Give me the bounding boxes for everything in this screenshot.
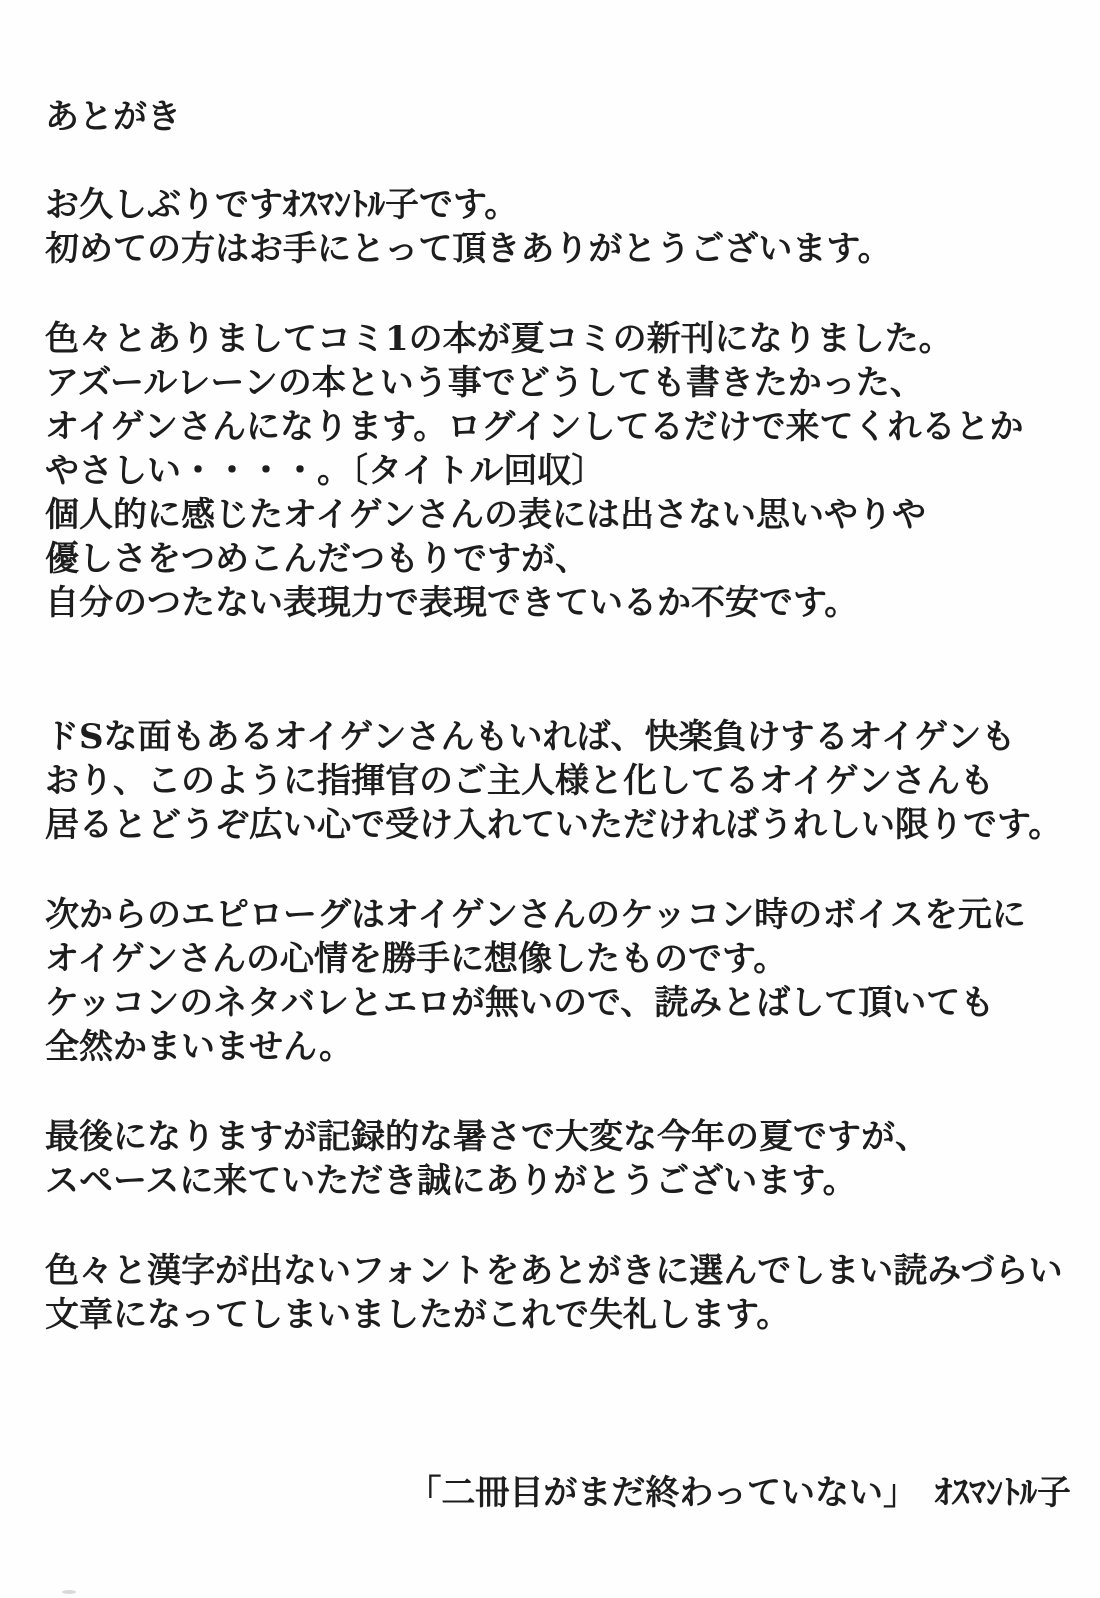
text-line: 全然かまいません。 bbox=[45, 1027, 354, 1067]
scan-artifact bbox=[62, 1590, 76, 1594]
text-line: ドSな面もあるオイゲンさんもいれば、快楽負けするオイゲンも bbox=[45, 717, 1016, 757]
text-line: 色々とありましてコミ1の本が夏コミの新刊になりました。 bbox=[45, 319, 953, 359]
text-line: 個人的に感じたオイゲンさんの表には出さない思いやりや bbox=[45, 495, 926, 535]
text-line: 自分のつたない表現力で表現できているか不安です。 bbox=[45, 583, 859, 623]
text-line: 優しさをつめこんだつもりですが、 bbox=[45, 539, 589, 579]
text-line: 最後になりますが記録的な暑さで大変な今年の夏ですが、 bbox=[45, 1117, 929, 1157]
text-line: 次からのエピローグはオイゲンさんのケッコン時のボイスを元に bbox=[45, 895, 1026, 935]
text-line: おり、このように指揮官のご主人様と化してるオイゲンさんも bbox=[45, 761, 994, 801]
text-line: スペースに来ていただき誠にありがとうございます。 bbox=[45, 1161, 857, 1201]
text-line: 色々と漢字が出ないフォントをあとがきに選んでしまい読みづらい bbox=[45, 1251, 1063, 1291]
text-line: 居るとどうぞ広い心で受け入れていただければうれしい限りです。 bbox=[45, 805, 1063, 845]
signature-author: ｵｽﾏﾝﾄﾙ子 bbox=[935, 1473, 1072, 1513]
paragraph bbox=[45, 317, 1072, 625]
page-title: あとがき bbox=[45, 97, 181, 137]
text-line: オイゲンさんになります。ログインしてるだけで来てくれるとか bbox=[45, 407, 1024, 447]
paragraph bbox=[45, 183, 1072, 271]
paragraph bbox=[45, 893, 1072, 1069]
paragraph bbox=[45, 1249, 1072, 1337]
paragraph bbox=[45, 1115, 1072, 1203]
text-line: 初めての方はお手にとって頂きありがとうございます。 bbox=[45, 229, 892, 269]
text-line: アズールレーンの本という事でどうしても書きたかった、 bbox=[45, 363, 924, 403]
text-line: 文章になってしまいましたがこれで失礼します。 bbox=[45, 1295, 791, 1335]
text-line: オイゲンさんの心情を勝手に想像したものです。 bbox=[45, 939, 788, 979]
text-line: やさしい・・・・。〔タイトル回収〕 bbox=[45, 451, 606, 491]
signature-line bbox=[360, 1427, 1072, 1559]
signature-quote: 「二冊目がまだ終わっていない」 bbox=[407, 1473, 918, 1513]
text-line: お久しぶりですｵｽﾏﾝﾄﾙ子です。 bbox=[45, 185, 519, 225]
text-line: ケッコンのネタバレとエロが無いので、読みとばして頂いても bbox=[45, 983, 995, 1023]
afterword-body bbox=[45, 183, 1072, 1337]
paragraph bbox=[45, 715, 1072, 847]
